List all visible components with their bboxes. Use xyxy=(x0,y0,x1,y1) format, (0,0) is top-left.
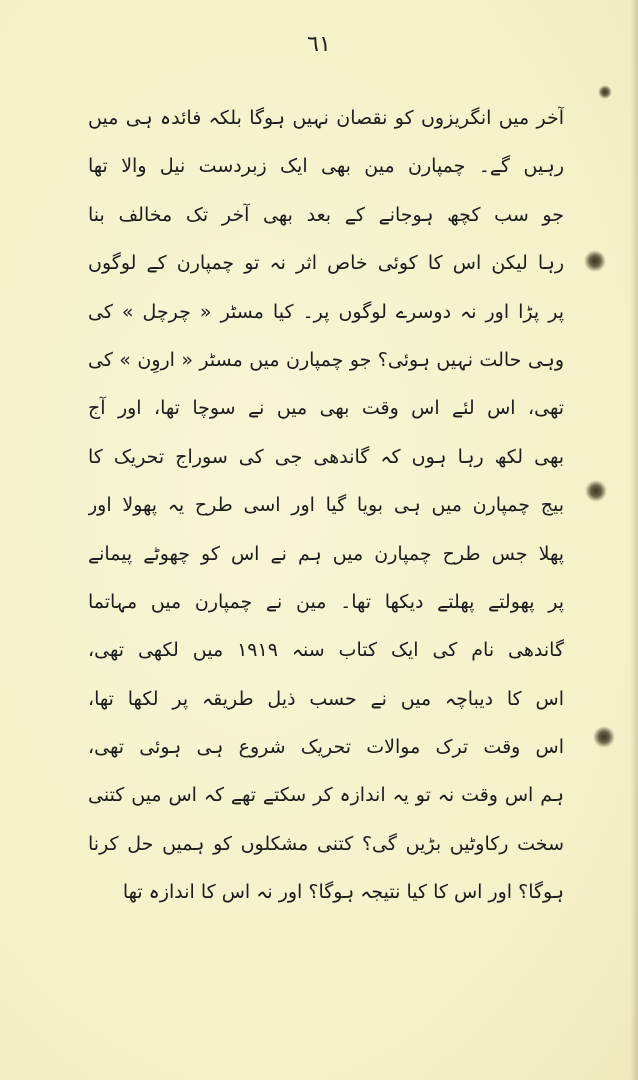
text-line: پر پڑا اور نہ دوسرے لوگوں پر۔ کیا مسٹر « چرچل » کی xyxy=(88,300,564,323)
text-line: رہا لیکن اس کا کوئی خاص اثر نہ تو چمپارن کے لوگوں xyxy=(88,252,564,275)
text-line: وہی حالت نہیں ہوئی؟ جو چمپارن میں مسٹر « اروِن » کی xyxy=(88,348,564,371)
text-line: بیج چمپارن میں ہی بویا گیا اور اسی طرح یہ پھولا اور xyxy=(88,494,564,517)
text-line: تھی، اس لئے اس وقت بھی میں نے سوچا تھا، اور آج xyxy=(88,397,564,420)
text-line: آخر میں انگریزوں کو نقصان نہیں ہوگا بلکہ فائدہ ہی میں xyxy=(88,107,564,129)
text-line: بھی لکھ رہا ہوں کہ گاندھی جی کی سوراج تحریک کا xyxy=(88,445,564,468)
binding-hole xyxy=(585,480,607,502)
text-line: اس کا دیباچہ میں نے حسب ذیل طریقہ پر لکھا تھا، xyxy=(88,687,564,710)
text-line: پھلا جس طرح چمپارن میں ہم نے اس کو چھوٹے پیمانے xyxy=(88,542,564,565)
text-line: جو سب کچھ ہوجانے کے بعد بھی آخر تک مخالف بنا xyxy=(88,203,564,226)
binding-hole xyxy=(598,85,612,99)
binding-hole xyxy=(593,726,615,748)
binding-hole xyxy=(584,250,606,272)
page-number: ٦١ xyxy=(307,32,331,57)
text-line: ہوگا؟ اور اس کا کیا نتیجہ ہوگا؟ اور نہ اس کا اندازہ تھا xyxy=(122,881,564,904)
text-line: پر پھولتے پھلتے دیکھا تھا۔ مین نے چمپارن میں مہاتما xyxy=(88,590,564,613)
text-line: گاندھی نام کی ایک کتاب سنہ ۱۹۱۹ میں لکھی تھی، xyxy=(88,639,564,662)
text-line: رہیں گے۔ چمپارن مین بھی ایک زبردست نیل والا تھا xyxy=(88,155,564,178)
text-line: سخت رکاوٹیں بڑیں گی؟ کتنی مشکلوں کو ہمیں حل کرنا xyxy=(88,832,564,855)
page-edge-shadow xyxy=(630,0,638,1080)
text-line: ہم اس وقت نہ تو یہ اندازہ کر سکتے تھے کہ اس میں کتنی xyxy=(88,784,564,807)
text-line: اس وقت ترک موالات تحریک شروع ہی ہوئی تھی، xyxy=(88,736,564,759)
body-text xyxy=(88,94,564,917)
